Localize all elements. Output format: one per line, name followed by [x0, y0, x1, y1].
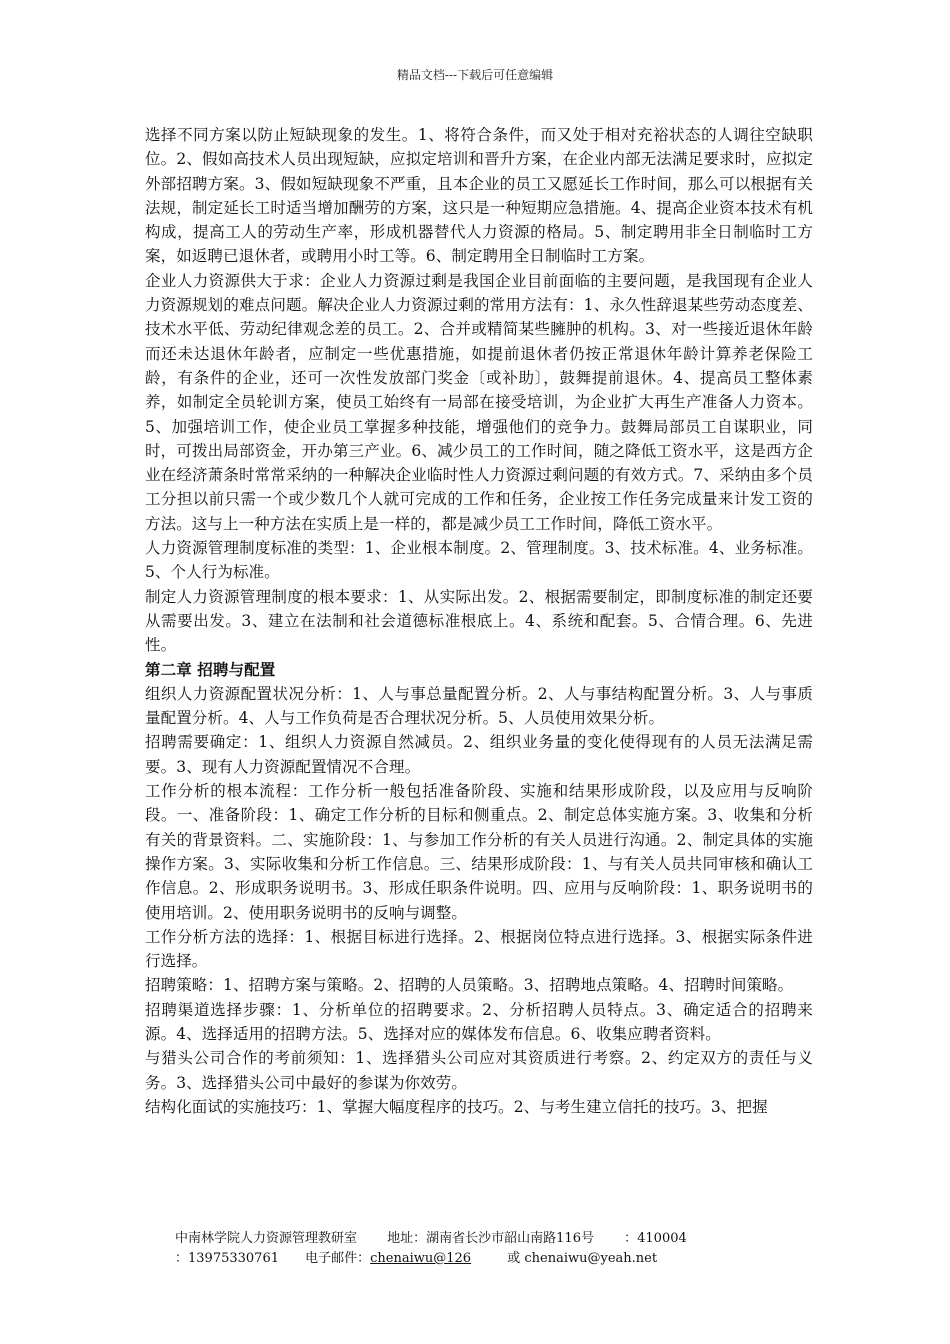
- paragraph: 组织人力资源配置状况分析：1、人与事总量配置分析。2、人与事结构配置分析。3、人与事质量配置分析。4、人与工作负荷是否合理状况分析。5、人员使用效果分析。: [145, 684, 813, 728]
- paragraph: 制定人力资源管理制度的根本要求：1、从实际出发。2、根据需要制定，即制度标准的制定还要从需要出发。3、建立在法制和社会道德标准根底上。4、系统和配套。5、合情合理。6、先进性。: [145, 587, 813, 655]
- document-body: [145, 123, 813, 1119]
- footer-email-link[interactable]: chenaiwu@126: [370, 1251, 472, 1266]
- footer-org: 中南林学院人力资源管理教研室: [175, 1231, 358, 1246]
- page-header: 精品文档---下载后可任意编辑: [396, 68, 554, 82]
- paragraph: 招聘策略：1、招聘方案与策略。2、招聘的人员策略。3、招聘地点策略。4、招聘时间策略。: [145, 976, 794, 995]
- paragraph: 招聘渠道选择步骤：1、分析单位的招聘要求。2、分析招聘人员特点。3、确定适合的招聘来源。4、选择适用的招聘方法。5、选择对应的媒体发布信息。6、收集应聘者资料。: [145, 1000, 813, 1043]
- paragraph: 工作分析方法的选择：1、根据目标进行选择。2、根据岗位特点进行选择。3、根据实际条件进行选择。: [145, 927, 813, 971]
- chapter-heading: 第二章 招聘与配置: [145, 659, 276, 679]
- page-footer: [175, 1229, 815, 1269]
- footer-line-2: [175, 1249, 815, 1269]
- footer-postcode: ：410004: [624, 1231, 687, 1246]
- paragraph: 招聘需要确定：1、组织人力资源自然减员。2、组织业务量的变化使得现有的人员无法满足需要。3、现有人力资源配置情况不合理。: [145, 733, 813, 776]
- paragraph: 工作分析的根本流程：工作分析一般包括准备阶段、实施和结果形成阶段，以及应用与反响阶段。一、准备阶段：1、确定工作分析的目标和侧重点。2、制定总体实施方案。3、收集和分析有关的背景资料。二、实施阶段：1、与参加工作分析的有关人员进行沟通。2、制定具体的实施操作方案。3、实际收集和分析工作信息。三、结果形成阶段：1、与有关人员共同审核和确认工作信息。2、形成职务说明书。3、形成任职条件说明。四、应用与反响阶段：1、职务说明书的使用培训。2、使用职务说明书的反响与调整。: [145, 782, 813, 922]
- paragraph: 结构化面试的实施技巧：1、掌握大幅度程序的技巧。2、与考生建立信托的技巧。3、把握: [145, 1097, 768, 1116]
- footer-phone: ：13975330761: [175, 1251, 279, 1266]
- footer-line-1: [175, 1229, 815, 1249]
- footer-email-alt: 或 chenaiwu@yeah.net: [507, 1251, 658, 1266]
- paragraph: 企业人力资源供大于求：企业人力资源过剩是我国企业目前面临的主要问题，是我国现有企业人力资源规划的难点问题。解决企业人力资源过剩的常用方法有：1、永久性辞退某些劳动态度差、技术水平低、劳动纪律观念差的员工。2、合并或精简某些臃肿的机构。3、对一些接近退休年龄而还未达退休年龄者，应制定一些优惠措施，如提前退休者仍按正常退休年龄计算养老保险工龄，有条件的企业，还可一次性发放部门奖金〔或补助〕，鼓舞提前退休。4、提高员工整体素养，如制定全员轮训方案，使员工始终有一局部在接受培训，为企业扩大再生产准备人力资本。5、加强培训工作，使企业员工掌握多种技能，增强他们的竞争力。鼓舞局部员工自谋职业，同时，可拨出局部资金，开办第三产业。6、减少员工的工作时间，随之降低工资水平，这是西方企业在经济萧条时常常采纳的一种解决企业临时性人力资源过剩问题的有效方式。7、采纳由多个员工分担以前只需一个或少数几个人就可完成的工作和任务，企业按工作任务完成量来计发工资的方法。这与上一种方法在实质上是一样的，都是减少员工工作时间，降低工资水平。: [145, 271, 813, 533]
- paragraph: 与猎头公司合作的考前须知：1、选择猎头公司应对其资质进行考察。2、约定双方的责任与义务。3、选择猎头公司中最好的参谋为你效劳。: [145, 1049, 813, 1092]
- footer-email-label: 电子邮件：: [305, 1251, 371, 1266]
- footer-address: 地址：湖南省长沙市韶山南路116号: [387, 1231, 594, 1246]
- paragraph: 人力资源管理制度标准的类型：1、企业根本制度。2、管理制度。3、技术标准。4、业务标准。5、个人行为标准。: [145, 539, 813, 582]
- paragraph: 选择不同方案以防止短缺现象的发生。1、将符合条件，而又处于相对充裕状态的人调往空缺职位。2、假如高技术人员出现短缺，应拟定培训和晋升方案，在企业内部无法满足要求时，应拟定外部招聘方案。3、假如短缺现象不严重，且本企业的员工又愿延长工作时间，那么可以根据有关法规，制定延长工时适当增加酬劳的方案，这只是一种短期应急措施。4、提高企业资本技术有机构成，提高工人的劳动生产率，形成机器替代人力资源的格局。5、制定聘用非全日制临时工方案，如返聘已退休者，或聘用小时工等。6、制定聘用全日制临时工方案。: [145, 126, 813, 266]
